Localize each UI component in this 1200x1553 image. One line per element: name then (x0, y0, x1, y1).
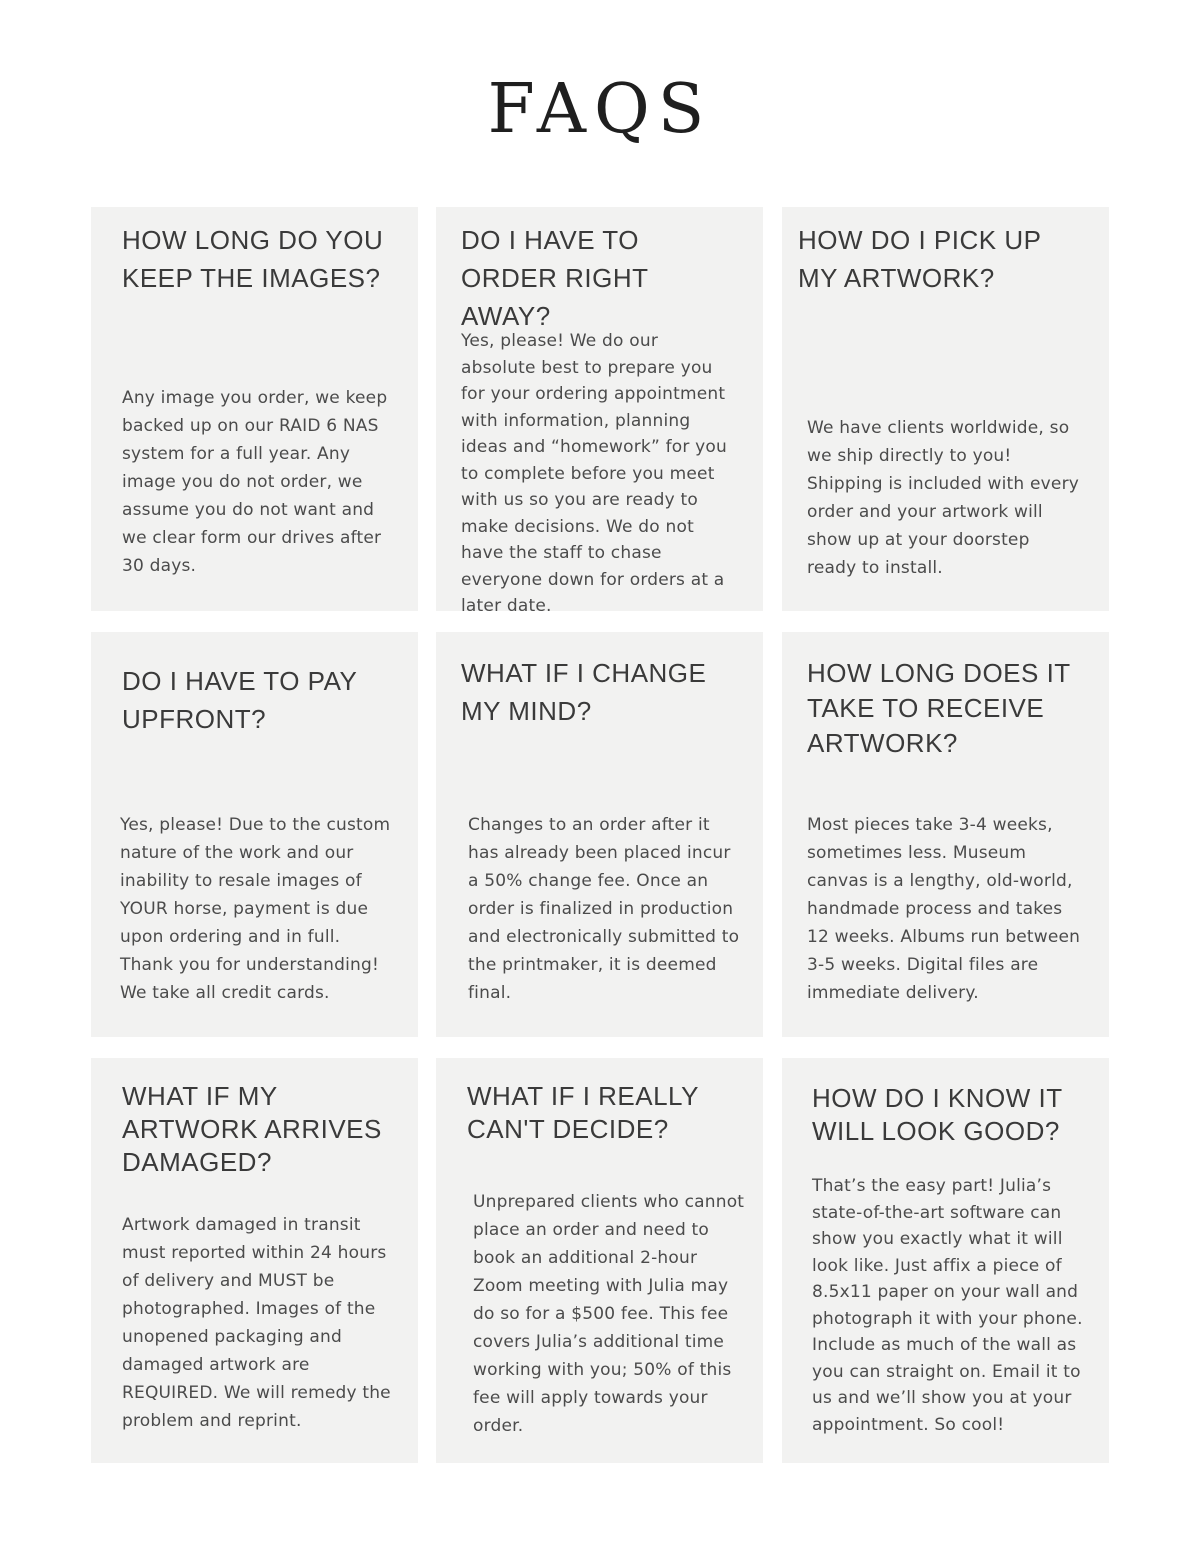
faq-question: HOW DO I KNOW IT WILL LOOK GOOD? (812, 1083, 1063, 1146)
faq-answer: Artwork damaged in transit must reported within 24 hours of delivery and MUST be photographed. Images of the unopened packaging and damaged artwork are REQUIRED. We will remedy the problem and reprint. (122, 1215, 391, 1431)
faq-answer: Any image you order, we keep backed up on our RAID 6 NAS system for a full year. Any image you do not order, we assume you do not want and we clear form our drives after 30 days. (122, 388, 388, 576)
faq-question: HOW LONG DO YOU KEEP THE IMAGES? (122, 225, 384, 293)
page-title: FAQS (487, 70, 713, 149)
faq-question: WHAT IF I CHANGE MY MIND? (461, 658, 707, 726)
faq-card-pay-upfront (91, 632, 418, 1037)
faq-answer: We have clients worldwide, so we ship directly to you! Shipping is included with every order and your artwork will show up at your doorstep ready to install. (807, 418, 1080, 578)
faq-card-arrives-damaged (91, 1058, 418, 1463)
faq-answer: Yes, please! We do our absolute best to prepare you for your ordering appointment with information, planning ideas and “homework” for you to complete before you meet with us so you are ready to make decisions. We do not have the staff to chase everyone down for orders at a later date. (461, 331, 728, 616)
faq-question: HOW LONG DOES IT TAKE TO RECEIVE ARTWORK? (807, 658, 1071, 758)
faq-card-change-mind (436, 632, 763, 1037)
faq-answer: Changes to an order after it has already been placed incur a 50% change fee. Once an order is finalized in production and electronically submitted to the printmaker, it is deemed final. (468, 815, 740, 1003)
faq-card-receive-time (782, 632, 1109, 1037)
faq-question: WHAT IF I REALLY CAN'T DECIDE? (467, 1081, 699, 1144)
faq-card-order-right-away (436, 207, 763, 616)
faq-card-cant-decide (436, 1058, 763, 1463)
faq-card-pick-up-artwork (782, 207, 1109, 611)
faq-answer: That’s the easy part! Julia’s state-of-the-art software can show you exactly what it will look like. Just affix a piece of 8.5x11 paper on your wall and photograph it with your phone. Include as much of the wall as you can straight on. Email it to us and we’ll show you at your appointment. So cool! (812, 1176, 1083, 1435)
faq-question: HOW DO I PICK UP MY ARTWORK? (798, 225, 1041, 293)
faq-question: DO I HAVE TO ORDER RIGHT AWAY? (461, 225, 649, 331)
faq-question: DO I HAVE TO PAY UPFRONT? (122, 666, 357, 734)
faq-card-keep-images (91, 207, 418, 611)
faq-answer: Yes, please! Due to the custom nature of the work and our inability to resale images of YOUR horse, payment is due upon ordering and in full. Thank you for understanding! We take all credit cards. (120, 815, 391, 1003)
faq-card-look-good (782, 1058, 1109, 1463)
faq-answer: Most pieces take 3-4 weeks, sometimes less. Museum canvas is a lengthy, old-world, handmade process and takes 12 weeks. Albums run between 3-5 weeks. Digital files are immediate delivery. (807, 815, 1081, 1003)
faq-answer: Unprepared clients who cannot place an order and need to book an additional 2-hour Zoom meeting with Julia may do so for a $500 fee. This fee covers Julia’s additional time working with you; 50% of this fee will apply towards your order. (473, 1192, 745, 1436)
faq-question: WHAT IF MY ARTWORK ARRIVES DAMAGED? (122, 1081, 382, 1177)
